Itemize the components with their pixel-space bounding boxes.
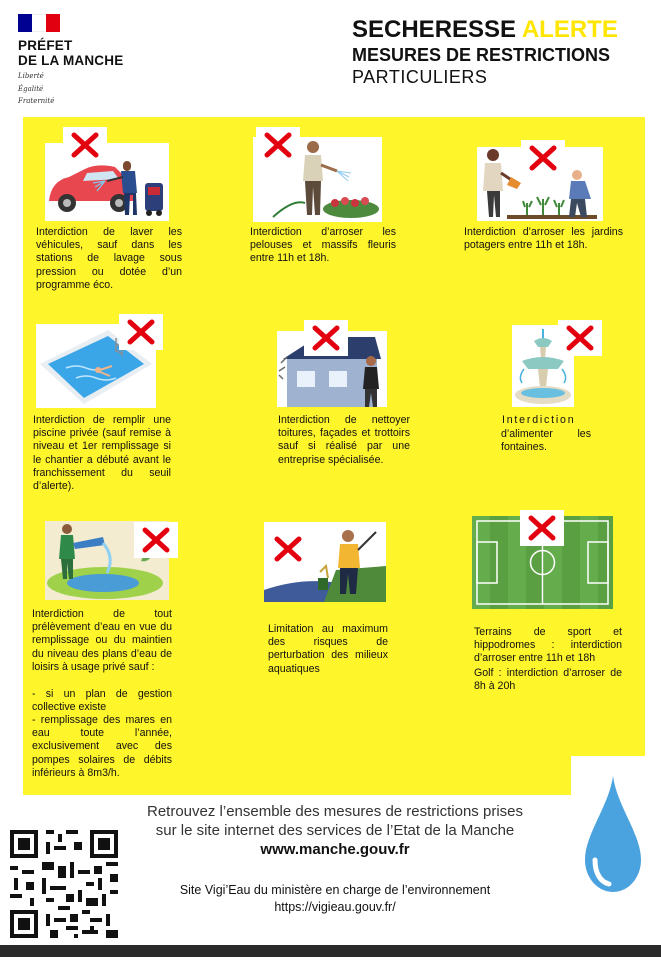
measure-text-vegetable-gardens: Interdiction d’arroser les jardins potagers entre 11h et 18h. (464, 226, 623, 252)
bottom-edge-bar (0, 945, 661, 957)
motto-liberte: Liberté (18, 72, 44, 80)
water-drop-icon (571, 756, 655, 908)
measure-text-fountains-a: Interdiction (502, 414, 576, 426)
vigieau-link[interactable]: https://vigieau.gouv.fr/ (274, 900, 396, 914)
measure-text-fountains-b: d’alimenter les fontaines. (501, 428, 591, 454)
prohibited-cross-icon (134, 522, 178, 558)
prohibited-cross-icon (266, 531, 310, 567)
measure-text-sports-a: Terrains de sport et hippodromes : interdiction d’arroser entre 11h et 18h (474, 626, 622, 665)
prohibited-cross-icon (520, 510, 564, 546)
title-secheresse: SECHERESSE (352, 16, 517, 43)
title-line-1 (352, 16, 652, 44)
prohibited-cross-icon (558, 320, 602, 356)
measure-text-sports-b: Golf : interdiction d’arroser de 8h à 20h (474, 667, 622, 693)
prohibited-cross-icon (119, 314, 163, 350)
motto-egalite: Égalité (18, 84, 44, 93)
title-line-2: MESURES DE RESTRICTIONS (352, 45, 611, 65)
measure-text-ponds-c: - remplissage des mares en eau toute l’année, exclusivement avec des pompes solaires de débits inférieurs à 8m3/h. (32, 714, 172, 779)
prefet-line-1: PRÉFET (18, 38, 73, 53)
measure-text-ponds-a: Interdiction de tout prélèvement d’eau en vue du remplissage ou du maintien du niveau des plans d’eau de loisirs à usage privé sauf : (32, 608, 172, 673)
prohibited-cross-icon (256, 127, 300, 163)
measure-text-aquatic: Limitation au maximum des risques de perturbation des milieux aquatiques (268, 623, 388, 675)
poster-title (352, 16, 652, 88)
title-line-3: PARTICULIERS (352, 67, 488, 87)
prohibited-cross-icon (63, 127, 107, 163)
prohibited-cross-icon (521, 140, 565, 176)
measure-text-ponds-b: - si un plan de gestion collective existe (32, 688, 172, 714)
footer-line-1: Retrouvez l’ensemble des mesures de restrictions prises (147, 803, 523, 820)
footer-website-link[interactable]: www.manche.gouv.fr (260, 841, 410, 858)
qr-code-icon[interactable] (10, 830, 118, 938)
marianne-flag-icon (18, 14, 60, 32)
measure-text-roof-cleaning: Interdiction de nettoyer toitures, façades et trottoirs sauf si réalisé par une entreprise spécialisée. (278, 414, 410, 466)
vigieau-line: Site Vigi’Eau du ministère en charge de l’environnement (179, 883, 491, 897)
prefet-logo (18, 14, 158, 106)
footer-line-2: sur le site internet des services de l’Etat de la Manche (155, 822, 515, 839)
footer-info (120, 802, 550, 859)
motto-fraternite: Fraternité (18, 97, 55, 105)
measure-text-lawns: Interdiction d’arroser les pelouses et massifs fleuris entre 11h et 18h. (250, 226, 396, 265)
prefet-line-2: DE LA MANCHE (18, 53, 124, 68)
measure-text-vehicle-wash: Interdiction de laver les véhicules, sauf dans les stations de lavage sous pression ou dotée d’un programme éco. (36, 226, 182, 291)
vigieau-info (130, 882, 540, 916)
prohibited-cross-icon (304, 320, 348, 356)
measure-text-swimming-pool: Interdiction de remplir une piscine privée (sauf remise à niveau et 1er remplissage si le chantier a débuté avant le franchissement du seuil d’alerte). (33, 414, 171, 493)
title-alerte: ALERTE (521, 16, 618, 43)
